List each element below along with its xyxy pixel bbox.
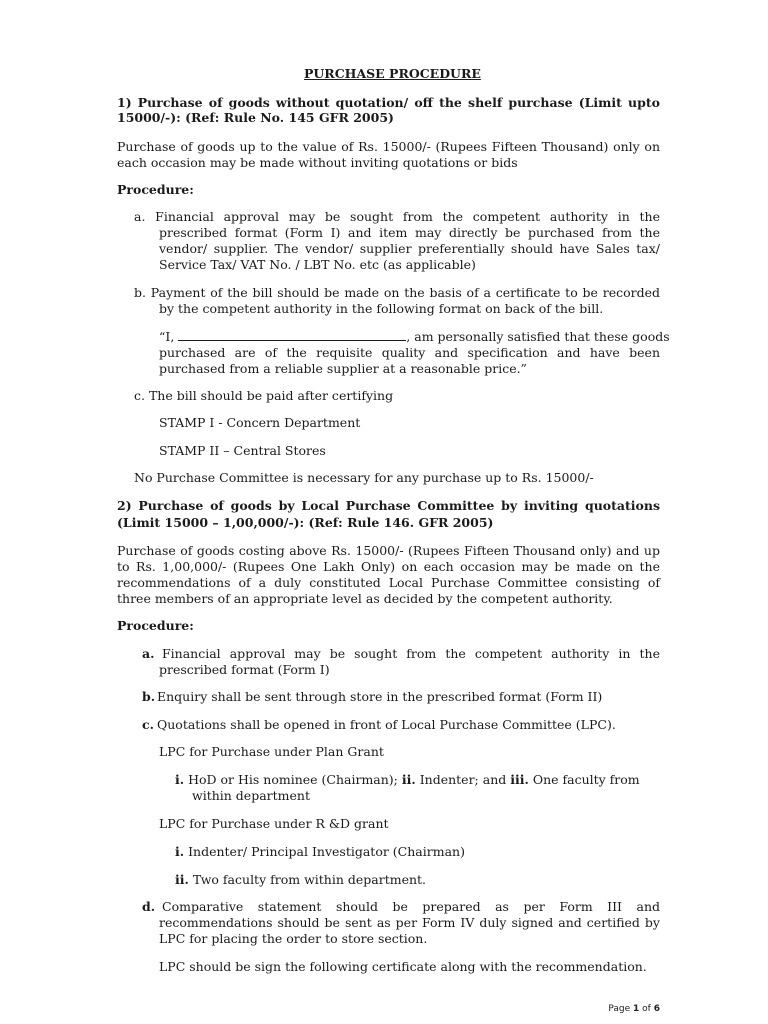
- s2-item-d-line2: recommendations should be sent as per Form IV duly signed and certified by: [159, 915, 660, 930]
- plan-iii-marker: iii.: [510, 772, 529, 787]
- plan-i-marker: i.: [175, 772, 185, 787]
- rd-member-i: [175, 844, 465, 860]
- of-label: of: [642, 1004, 651, 1014]
- s1-item-c-line1: c. The bill should be paid after certifying: [134, 388, 394, 403]
- page-label: Page: [608, 1004, 631, 1014]
- s2-item-a-marker: a.: [142, 646, 155, 661]
- s2-item-b-marker: b.: [142, 689, 156, 704]
- no-committee-note: No Purchase Committee is necessary for any purchase up to Rs. 15000/-: [134, 470, 594, 485]
- section2-procedure-label: Procedure:: [117, 618, 194, 633]
- s1-item-a-line2: prescribed format (Form I) and item may directly be purchased from the: [159, 225, 660, 240]
- s2-item-c-marker: c.: [142, 717, 154, 732]
- name-blank-line: [178, 329, 406, 341]
- stamp-1: STAMP I - Concern Department: [159, 415, 361, 430]
- section2-intro-line3: recommendations of a duly constituted Local Purchase Committee consisting of: [117, 575, 660, 590]
- certificate-line1: [159, 329, 670, 345]
- section2-intro-line2: to Rs. 1,00,000/- (Rupees One Lakh Only) on each occasion may be made on the: [117, 559, 660, 574]
- section1-intro-line2: each occasion may be made without inviting quotations or bids: [117, 155, 518, 170]
- rd-ii-marker: ii.: [175, 872, 189, 887]
- section2-heading-line2: (Limit 15000 – 1,00,000/-): (Ref: Rule 146. GFR 2005): [117, 515, 494, 530]
- certificate-prefix: “I,: [159, 329, 175, 344]
- s2-item-c-line1: Quotations shall be opened in front of Local Purchase Committee (LPC).: [157, 717, 616, 732]
- s1-item-a-line1: a. Financial approval may be sought from the competent authority in the: [134, 209, 660, 224]
- rd-member-ii: [175, 872, 426, 888]
- page-total: 6: [653, 1004, 660, 1014]
- s2-item-d-marker: d.: [142, 899, 156, 914]
- s2-item-b-line1: Enquiry shall be sent through store in the prescribed format (Form II): [157, 689, 603, 704]
- section1-heading-line1: 1) Purchase of goods without quotation/ off the shelf purchase (Limit upto: [117, 95, 660, 110]
- plan-i-text: HoD or His nominee (Chairman);: [188, 772, 398, 787]
- page-number-footer: [608, 1004, 660, 1014]
- plan-ii-text: Indenter; and: [419, 772, 507, 787]
- rd-i-text: Indenter/ Principal Investigator (Chairman): [188, 844, 465, 859]
- s1-item-a-line4: Service Tax/ VAT No. / LBT No. etc (as applicable): [159, 257, 476, 272]
- s1-item-b-line1: b. Payment of the bill should be made on the basis of a certificate to be recorded: [134, 285, 660, 300]
- s1-item-a-line3: vendor/ supplier. The vendor/ supplier preferentially should have Sales tax/: [159, 241, 660, 256]
- s2-item-d-line1: Comparative statement should be prepared as per Form III and: [162, 899, 660, 914]
- rd-i-marker: i.: [175, 844, 185, 859]
- lpc-sign-note: LPC should be sign the following certificate along with the recommendation.: [159, 959, 647, 974]
- s2-item-a-line2: prescribed format (Form I): [159, 662, 330, 677]
- section1-heading-line2: 15000/-): (Ref: Rule No. 145 GFR 2005): [117, 110, 394, 125]
- rd-ii-text: Two faculty from within department.: [192, 872, 427, 887]
- section2-intro-line1: Purchase of goods costing above Rs. 15000/- (Rupees Fifteen Thousand only) and up: [117, 543, 660, 558]
- page-number: 1: [633, 1004, 640, 1014]
- page-title: PURCHASE PROCEDURE: [304, 66, 481, 81]
- plan-iii-text: One faculty from: [532, 772, 640, 787]
- lpc-plan-grant-heading: LPC for Purchase under Plan Grant: [159, 744, 384, 759]
- plan-ii-marker: ii.: [401, 772, 416, 787]
- section2-heading-line1: 2) Purchase of goods by Local Purchase Committee by inviting quotations: [117, 498, 660, 513]
- s2-item-a-line1: Financial approval may be sought from the competent authority in the: [162, 646, 660, 661]
- s1-item-b-line2: by the competent authority in the following format on back of the bill.: [159, 301, 604, 316]
- section1-intro-line1: Purchase of goods up to the value of Rs. 15000/- (Rupees Fifteen Thousand) only on: [117, 139, 660, 154]
- plan-grant-members-line1: [175, 772, 640, 788]
- certificate-line2: purchased are of the requisite quality and specification and have been: [159, 345, 660, 360]
- section1-procedure-label: Procedure:: [117, 182, 194, 197]
- section2-intro-line4: three members of an appropriate level as decided by the competent authority.: [117, 591, 613, 606]
- lpc-rd-grant-heading: LPC for Purchase under R &D grant: [159, 816, 389, 831]
- stamp-2: STAMP II – Central Stores: [159, 443, 326, 458]
- certificate-suffix: , am personally satisfied that these goods: [406, 329, 670, 344]
- s2-item-d-line3: LPC for placing the order to store section.: [159, 931, 428, 946]
- certificate-line3: purchased from a reliable supplier at a reasonable price.”: [159, 361, 527, 376]
- plan-grant-members-line2: within department: [192, 788, 310, 803]
